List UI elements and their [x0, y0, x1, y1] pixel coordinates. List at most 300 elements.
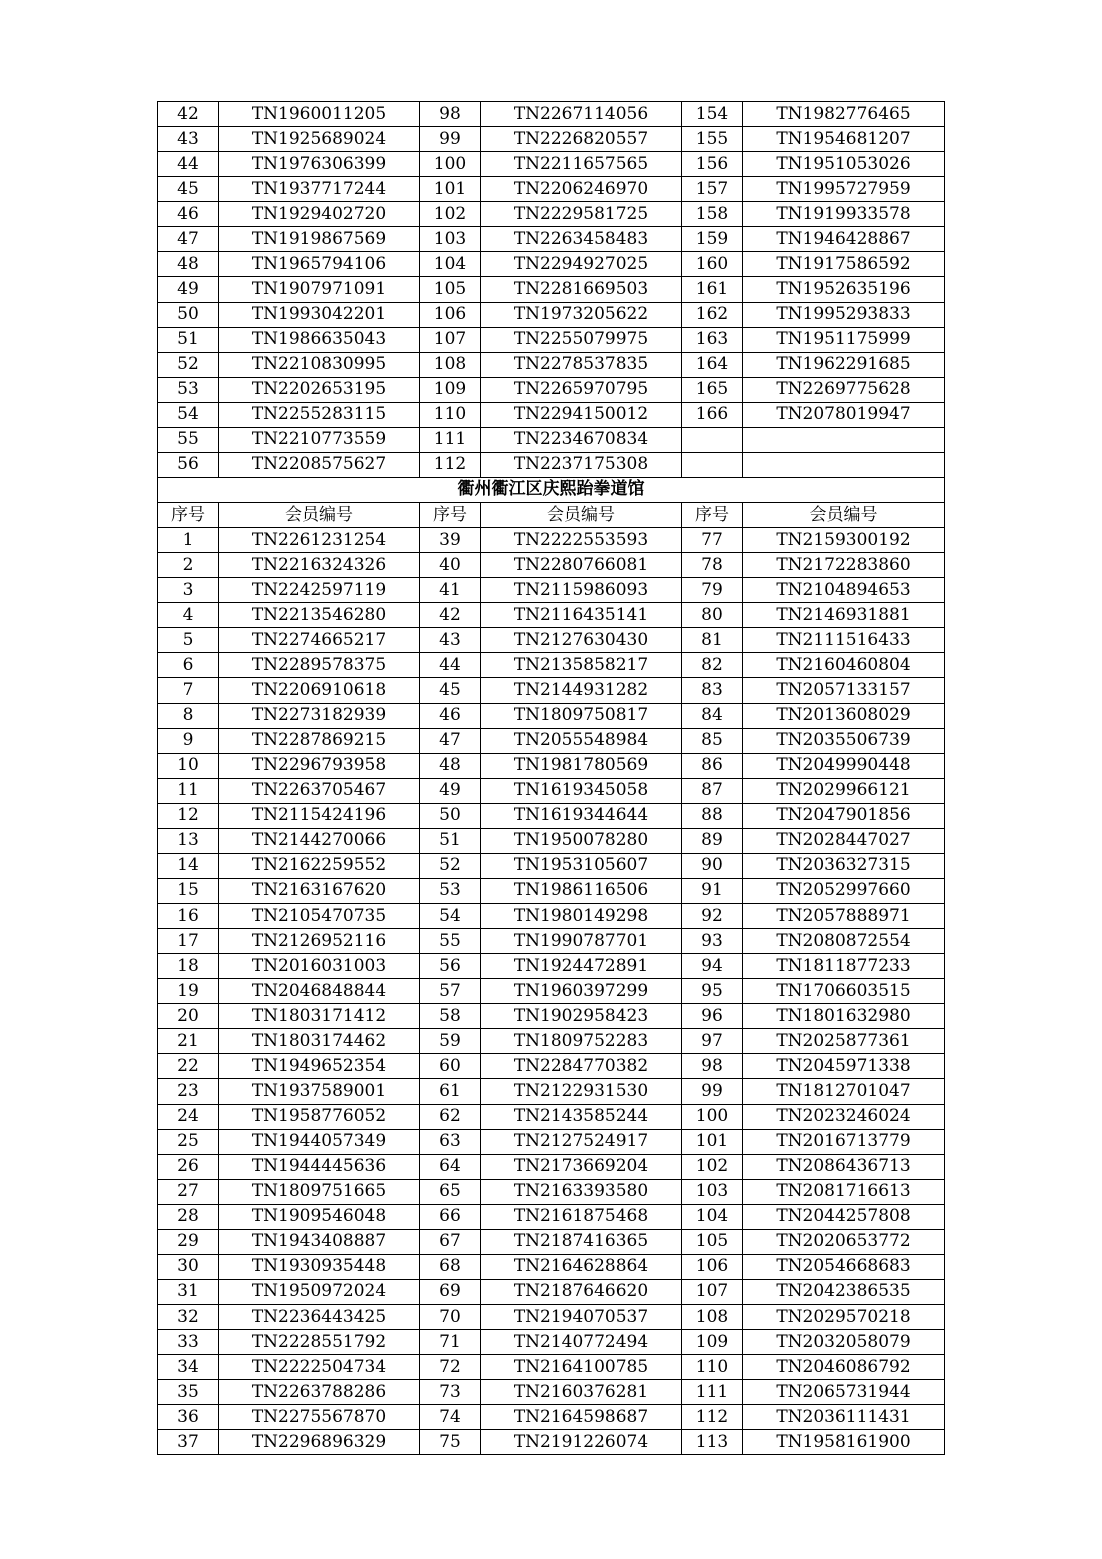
member-id-cell: TN2234670834	[481, 427, 682, 452]
serial-cell: 166	[682, 402, 743, 427]
member-id-cell: TN2044257808	[743, 1204, 945, 1229]
table-row	[158, 703, 945, 728]
member-id-cell: TN2122931530	[481, 1079, 682, 1104]
table-row	[158, 878, 945, 903]
serial-cell: 12	[158, 803, 219, 828]
member-id-cell: TN2163167620	[219, 878, 420, 903]
member-id-cell: TN2080872554	[743, 929, 945, 954]
serial-cell: 57	[420, 979, 481, 1004]
member-id-cell: TN2213546280	[219, 603, 420, 628]
member-id-cell: TN2162259552	[219, 853, 420, 878]
member-id-cell: TN1902958423	[481, 1004, 682, 1029]
serial-cell: 53	[420, 878, 481, 903]
serial-cell: 1	[158, 528, 219, 553]
serial-cell: 158	[682, 202, 743, 227]
member-id-cell: TN2187646620	[481, 1279, 682, 1304]
table-row	[158, 1305, 945, 1330]
table-row	[158, 452, 945, 477]
member-id-cell: TN1937589001	[219, 1079, 420, 1104]
member-id-cell: TN2029570218	[743, 1305, 945, 1330]
serial-cell: 103	[682, 1179, 743, 1204]
member-id-cell: TN2143585244	[481, 1104, 682, 1129]
serial-cell: 55	[158, 427, 219, 452]
serial-cell: 34	[158, 1355, 219, 1380]
table-row	[158, 778, 945, 803]
member-id-cell: TN1917586592	[743, 252, 945, 277]
member-id-cell: TN1803171412	[219, 1004, 420, 1029]
serial-cell: 3	[158, 578, 219, 603]
serial-cell: 28	[158, 1204, 219, 1229]
table-row	[158, 1355, 945, 1380]
serial-cell: 74	[420, 1405, 481, 1430]
table-row	[158, 1129, 945, 1154]
serial-cell: 62	[420, 1104, 481, 1129]
member-id-cell: TN2287869215	[219, 728, 420, 753]
member-id-cell: TN2255079975	[481, 327, 682, 352]
serial-cell: 46	[420, 703, 481, 728]
serial-cell: 10	[158, 753, 219, 778]
table-row	[158, 728, 945, 753]
member-id-header: 会员编号	[743, 503, 945, 528]
member-id-cell: TN1907971091	[219, 277, 420, 302]
member-id-cell: TN1952635196	[743, 277, 945, 302]
member-id-cell: TN2274665217	[219, 628, 420, 653]
member-id-cell: TN2035506739	[743, 728, 945, 753]
member-id-cell: TN2263788286	[219, 1380, 420, 1405]
serial-cell: 105	[420, 277, 481, 302]
serial-cell: 29	[158, 1229, 219, 1254]
serial-cell: 98	[420, 102, 481, 127]
table-row	[158, 904, 945, 929]
serial-cell: 14	[158, 853, 219, 878]
table-row	[158, 302, 945, 327]
serial-cell: 112	[420, 452, 481, 477]
serial-cell: 79	[682, 578, 743, 603]
member-id-cell: TN2267114056	[481, 102, 682, 127]
member-id-cell: TN1809751665	[219, 1179, 420, 1204]
serial-cell: 107	[682, 1279, 743, 1304]
member-id-cell: TN1993042201	[219, 302, 420, 327]
member-id-cell: TN2164100785	[481, 1355, 682, 1380]
serial-cell: 8	[158, 703, 219, 728]
member-id-cell: TN1949652354	[219, 1054, 420, 1079]
member-id-cell: TN1986635043	[219, 327, 420, 352]
member-id-cell: TN2144270066	[219, 828, 420, 853]
serial-cell: 90	[682, 853, 743, 878]
member-id-cell: TN1958161900	[743, 1430, 945, 1455]
member-id-cell: TN1811877233	[743, 954, 945, 979]
serial-cell: 18	[158, 954, 219, 979]
member-table-body	[158, 102, 945, 1455]
member-id-cell: TN2273182939	[219, 703, 420, 728]
serial-header: 序号	[420, 503, 481, 528]
member-id-cell: TN2045971338	[743, 1054, 945, 1079]
serial-cell: 6	[158, 653, 219, 678]
member-id-cell: TN2057133157	[743, 678, 945, 703]
member-id-cell: TN2242597119	[219, 578, 420, 603]
table-row	[158, 1430, 945, 1455]
member-id-cell: TN2081716613	[743, 1179, 945, 1204]
serial-cell: 112	[682, 1405, 743, 1430]
member-id-cell: TN2296793958	[219, 753, 420, 778]
serial-cell: 66	[420, 1204, 481, 1229]
member-id-cell: TN1982776465	[743, 102, 945, 127]
serial-cell: 51	[158, 327, 219, 352]
table-row	[158, 127, 945, 152]
serial-cell: 30	[158, 1254, 219, 1279]
serial-cell: 164	[682, 352, 743, 377]
table-row	[158, 102, 945, 127]
member-id-cell: TN2173669204	[481, 1154, 682, 1179]
serial-cell: 40	[420, 553, 481, 578]
member-id-cell: TN2020653772	[743, 1229, 945, 1254]
serial-cell: 104	[420, 252, 481, 277]
serial-cell: 102	[682, 1154, 743, 1179]
member-id-cell: TN2159300192	[743, 528, 945, 553]
serial-cell: 47	[420, 728, 481, 753]
serial-cell: 11	[158, 778, 219, 803]
member-id-cell: TN2194070537	[481, 1305, 682, 1330]
serial-cell: 61	[420, 1079, 481, 1104]
member-id-cell: TN1951175999	[743, 327, 945, 352]
serial-cell: 157	[682, 177, 743, 202]
table-row	[158, 628, 945, 653]
serial-cell: 17	[158, 929, 219, 954]
serial-cell: 33	[158, 1330, 219, 1355]
serial-cell: 46	[158, 202, 219, 227]
serial-cell: 45	[420, 678, 481, 703]
serial-cell: 154	[682, 102, 743, 127]
member-id-cell: TN1976306399	[219, 152, 420, 177]
serial-cell: 25	[158, 1129, 219, 1154]
serial-cell: 108	[682, 1305, 743, 1330]
serial-cell: 52	[158, 352, 219, 377]
table-row	[158, 828, 945, 853]
member-id-cell: TN2126952116	[219, 929, 420, 954]
member-id-cell: TN2023246024	[743, 1104, 945, 1129]
member-id-cell: TN1925689024	[219, 127, 420, 152]
serial-cell: 81	[682, 628, 743, 653]
member-id-cell: TN2036111431	[743, 1405, 945, 1430]
serial-cell: 55	[420, 929, 481, 954]
serial-cell: 100	[420, 152, 481, 177]
member-id-cell: TN2111516433	[743, 628, 945, 653]
member-id-cell: TN2289578375	[219, 653, 420, 678]
member-id-cell: TN2228551792	[219, 1330, 420, 1355]
member-id-cell: TN2187416365	[481, 1229, 682, 1254]
member-id-cell: TN2116435141	[481, 603, 682, 628]
member-id-cell: TN1962291685	[743, 352, 945, 377]
serial-cell: 59	[420, 1029, 481, 1054]
serial-cell: 106	[682, 1254, 743, 1279]
member-id-cell: TN1954681207	[743, 127, 945, 152]
serial-cell: 63	[420, 1129, 481, 1154]
serial-cell: 77	[682, 528, 743, 553]
member-id-cell: TN2269775628	[743, 377, 945, 402]
table-row	[158, 1279, 945, 1304]
member-id-cell: TN1995293833	[743, 302, 945, 327]
serial-cell: 159	[682, 227, 743, 252]
member-id-cell: TN1919867569	[219, 227, 420, 252]
member-id-cell: TN1960011205	[219, 102, 420, 127]
serial-cell: 111	[420, 427, 481, 452]
member-id-cell: TN1809752283	[481, 1029, 682, 1054]
member-id-cell: TN2210773559	[219, 427, 420, 452]
table-row	[158, 427, 945, 452]
member-id-cell: TN2046086792	[743, 1355, 945, 1380]
member-id-cell: TN2065731944	[743, 1380, 945, 1405]
member-id-cell: TN1930935448	[219, 1254, 420, 1279]
serial-cell: 47	[158, 227, 219, 252]
section-title: 衢州衢江区庆熙跆拳道馆	[158, 477, 945, 502]
member-id-cell: TN1980149298	[481, 904, 682, 929]
serial-cell: 88	[682, 803, 743, 828]
serial-cell: 99	[682, 1079, 743, 1104]
member-id-cell: TN2028447027	[743, 828, 945, 853]
member-id-cell: TN2281669503	[481, 277, 682, 302]
section-title-row	[158, 477, 945, 502]
member-id-cell: TN2284770382	[481, 1054, 682, 1079]
table-row	[158, 1229, 945, 1254]
member-id-cell: TN1950972024	[219, 1279, 420, 1304]
serial-cell: 109	[420, 377, 481, 402]
serial-cell: 31	[158, 1279, 219, 1304]
serial-cell: 98	[682, 1054, 743, 1079]
member-id-cell: TN2127524917	[481, 1129, 682, 1154]
member-id-cell: TN2146931881	[743, 603, 945, 628]
serial-cell: 49	[420, 778, 481, 803]
member-id-cell: TN2278537835	[481, 352, 682, 377]
member-id-cell: TN1951053026	[743, 152, 945, 177]
member-id-cell	[743, 452, 945, 477]
table-row	[158, 227, 945, 252]
serial-cell: 82	[682, 653, 743, 678]
member-id-cell: TN1919933578	[743, 202, 945, 227]
table-row	[158, 578, 945, 603]
member-id-cell: TN1619344644	[481, 803, 682, 828]
table-row	[158, 277, 945, 302]
serial-cell: 36	[158, 1405, 219, 1430]
serial-cell: 102	[420, 202, 481, 227]
member-id-cell: TN2029966121	[743, 778, 945, 803]
serial-cell: 110	[420, 402, 481, 427]
member-id-cell: TN1929402720	[219, 202, 420, 227]
serial-cell: 105	[682, 1229, 743, 1254]
serial-cell: 42	[420, 603, 481, 628]
member-id-cell: TN2054668683	[743, 1254, 945, 1279]
serial-cell: 155	[682, 127, 743, 152]
member-id-cell: TN2047901856	[743, 803, 945, 828]
member-id-cell: TN2206910618	[219, 678, 420, 703]
serial-header: 序号	[158, 503, 219, 528]
member-id-cell: TN1981780569	[481, 753, 682, 778]
serial-cell: 104	[682, 1204, 743, 1229]
serial-cell: 111	[682, 1380, 743, 1405]
serial-cell: 68	[420, 1254, 481, 1279]
member-id-cell: TN2263458483	[481, 227, 682, 252]
serial-cell: 80	[682, 603, 743, 628]
serial-cell: 156	[682, 152, 743, 177]
table-row	[158, 152, 945, 177]
table-row	[158, 352, 945, 377]
member-id-cell: TN1973205622	[481, 302, 682, 327]
serial-cell: 95	[682, 979, 743, 1004]
serial-cell: 106	[420, 302, 481, 327]
serial-cell: 70	[420, 1305, 481, 1330]
serial-cell: 4	[158, 603, 219, 628]
serial-cell: 48	[158, 252, 219, 277]
member-id-cell: TN1924472891	[481, 954, 682, 979]
table-row	[158, 678, 945, 703]
serial-cell: 69	[420, 1279, 481, 1304]
member-id-cell: TN2104894653	[743, 578, 945, 603]
member-id-cell: TN1944445636	[219, 1154, 420, 1179]
member-id-cell: TN2057888971	[743, 904, 945, 929]
member-id-cell: TN1995727959	[743, 177, 945, 202]
member-id-cell: TN1960397299	[481, 979, 682, 1004]
serial-cell: 84	[682, 703, 743, 728]
serial-cell: 97	[682, 1029, 743, 1054]
member-id-cell: TN2144931282	[481, 678, 682, 703]
member-id-cell: TN1809750817	[481, 703, 682, 728]
serial-cell: 92	[682, 904, 743, 929]
table-row	[158, 327, 945, 352]
serial-cell: 58	[420, 1004, 481, 1029]
member-id-cell: TN2164628864	[481, 1254, 682, 1279]
table-row	[158, 202, 945, 227]
serial-cell: 41	[420, 578, 481, 603]
table-row	[158, 377, 945, 402]
table-row	[158, 979, 945, 1004]
serial-cell: 5	[158, 628, 219, 653]
serial-header: 序号	[682, 503, 743, 528]
serial-cell: 54	[420, 904, 481, 929]
member-id-cell: TN2140772494	[481, 1330, 682, 1355]
serial-cell: 165	[682, 377, 743, 402]
serial-cell: 110	[682, 1355, 743, 1380]
member-id-cell: TN2160460804	[743, 653, 945, 678]
table-row	[158, 528, 945, 553]
serial-cell: 64	[420, 1154, 481, 1179]
member-table	[157, 101, 945, 1455]
member-id-cell: TN2296896329	[219, 1430, 420, 1455]
serial-cell: 49	[158, 277, 219, 302]
serial-cell: 83	[682, 678, 743, 703]
table-row	[158, 1154, 945, 1179]
member-id-cell: TN1986116506	[481, 878, 682, 903]
serial-cell: 37	[158, 1430, 219, 1455]
serial-cell: 13	[158, 828, 219, 853]
member-id-cell: TN2265970795	[481, 377, 682, 402]
serial-cell: 44	[420, 653, 481, 678]
table-row	[158, 177, 945, 202]
table-row	[158, 1004, 945, 1029]
serial-cell: 50	[420, 803, 481, 828]
member-id-cell: TN2049990448	[743, 753, 945, 778]
table-row	[158, 803, 945, 828]
table-row	[158, 1179, 945, 1204]
serial-cell: 32	[158, 1305, 219, 1330]
serial-cell: 87	[682, 778, 743, 803]
member-id-cell: TN1953105607	[481, 853, 682, 878]
table-header-row	[158, 503, 945, 528]
member-id-cell: TN1909546048	[219, 1204, 420, 1229]
member-id-cell: TN2115986093	[481, 578, 682, 603]
table-row	[158, 1330, 945, 1355]
table-row	[158, 252, 945, 277]
member-id-cell: TN2208575627	[219, 452, 420, 477]
serial-cell: 16	[158, 904, 219, 929]
serial-cell: 93	[682, 929, 743, 954]
table-row	[158, 553, 945, 578]
member-id-cell: TN2191226074	[481, 1430, 682, 1455]
member-id-cell: TN2226820557	[481, 127, 682, 152]
serial-cell: 54	[158, 402, 219, 427]
member-id-cell: TN2280766081	[481, 553, 682, 578]
member-id-cell: TN1943408887	[219, 1229, 420, 1254]
member-id-cell: TN1946428867	[743, 227, 945, 252]
member-id-cell: TN2042386535	[743, 1279, 945, 1304]
serial-cell: 7	[158, 678, 219, 703]
member-id-cell: TN2172283860	[743, 553, 945, 578]
serial-cell: 44	[158, 152, 219, 177]
member-id-header: 会员编号	[481, 503, 682, 528]
serial-cell: 15	[158, 878, 219, 903]
member-id-cell: TN1801632980	[743, 1004, 945, 1029]
serial-cell: 26	[158, 1154, 219, 1179]
serial-cell: 48	[420, 753, 481, 778]
member-id-cell: TN1990787701	[481, 929, 682, 954]
table-row	[158, 1104, 945, 1129]
serial-cell: 21	[158, 1029, 219, 1054]
table-row	[158, 402, 945, 427]
member-id-cell: TN2211657565	[481, 152, 682, 177]
serial-cell: 53	[158, 377, 219, 402]
table-row	[158, 853, 945, 878]
member-id-cell: TN1965794106	[219, 252, 420, 277]
member-id-cell: TN1950078280	[481, 828, 682, 853]
serial-cell: 45	[158, 177, 219, 202]
table-row	[158, 1405, 945, 1430]
serial-cell: 108	[420, 352, 481, 377]
serial-cell: 96	[682, 1004, 743, 1029]
table-row	[158, 1254, 945, 1279]
member-id-header: 会员编号	[219, 503, 420, 528]
serial-cell: 56	[420, 954, 481, 979]
serial-cell: 39	[420, 528, 481, 553]
serial-cell: 65	[420, 1179, 481, 1204]
member-id-cell: TN2086436713	[743, 1154, 945, 1179]
table-row	[158, 954, 945, 979]
member-id-cell: TN2164598687	[481, 1405, 682, 1430]
serial-cell: 2	[158, 553, 219, 578]
serial-cell: 85	[682, 728, 743, 753]
member-id-cell: TN2105470735	[219, 904, 420, 929]
serial-cell: 75	[420, 1430, 481, 1455]
member-id-cell: TN1944057349	[219, 1129, 420, 1154]
member-id-cell: TN2078019947	[743, 402, 945, 427]
table-row	[158, 929, 945, 954]
member-id-cell: TN2032058079	[743, 1330, 945, 1355]
serial-cell: 89	[682, 828, 743, 853]
member-id-cell: TN2046848844	[219, 979, 420, 1004]
member-id-cell: TN2275567870	[219, 1405, 420, 1430]
member-id-cell: TN2013608029	[743, 703, 945, 728]
member-id-cell: TN2216324326	[219, 553, 420, 578]
serial-cell: 19	[158, 979, 219, 1004]
member-id-cell: TN2160376281	[481, 1380, 682, 1405]
serial-cell	[682, 427, 743, 452]
